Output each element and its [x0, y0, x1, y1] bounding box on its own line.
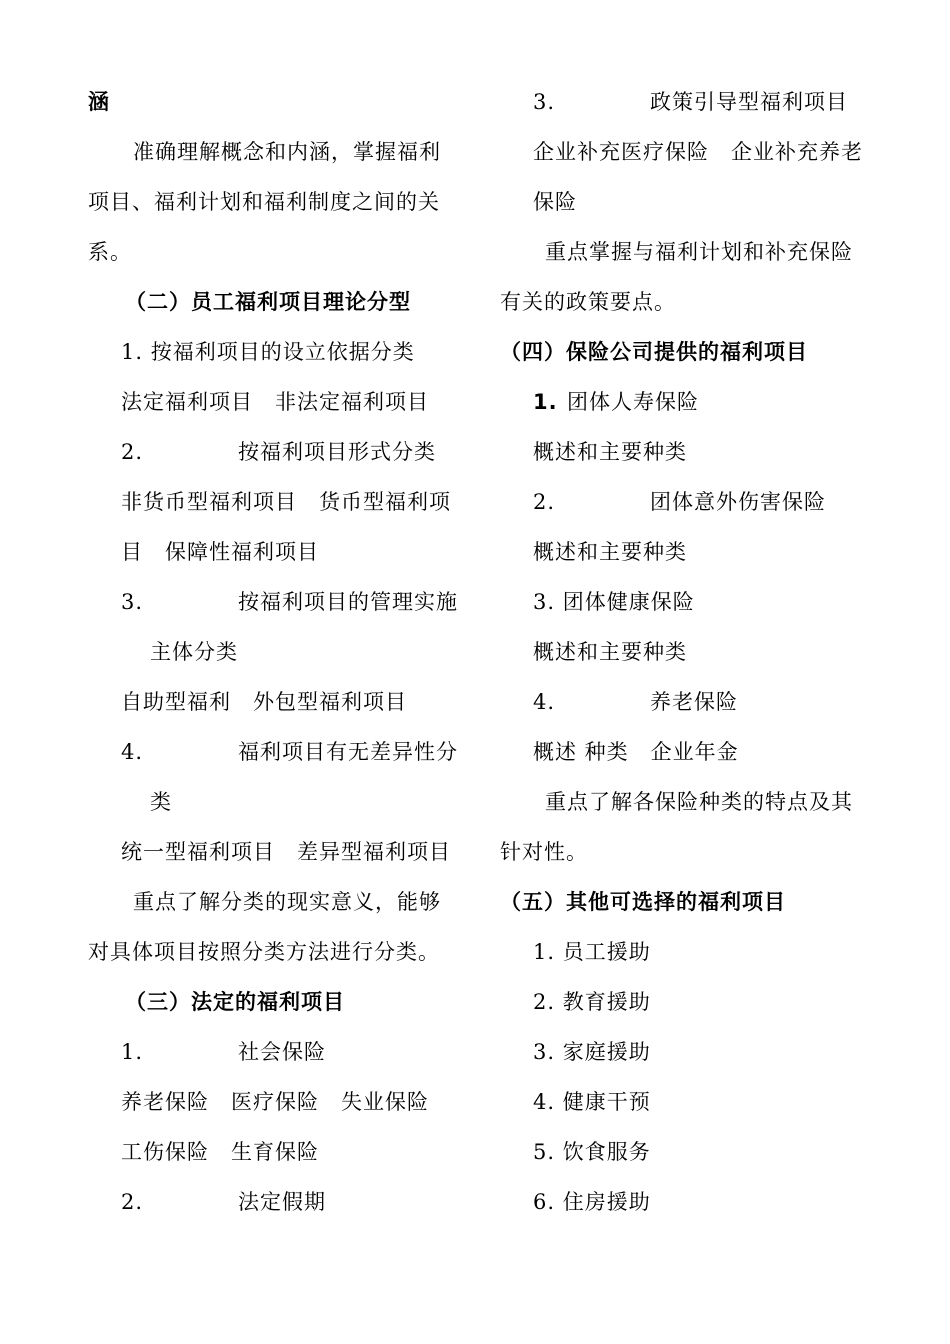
list-item: 政策引导型福利项目 — [650, 90, 848, 114]
section-heading-3: （三）法定的福利项目 — [125, 990, 345, 1014]
list-number: 4. — [533, 690, 556, 714]
list-item-detail: 养老保险 医疗保险 失业保险 — [121, 1090, 429, 1114]
list-number: 1. — [121, 1040, 144, 1064]
list-item-detail: 非货币型福利项目 货币型福利项 — [121, 490, 451, 514]
list-item-detail: 概述和主要种类 — [533, 540, 687, 564]
paragraph-line: 对具体项目按照分类方法进行分类。 — [88, 940, 440, 964]
list-item: 6. 住房援助 — [533, 1190, 651, 1214]
list-item: 按福利项目的管理实施 — [238, 590, 458, 614]
list-item: 社会保险 — [238, 1040, 326, 1064]
list-item: 福利项目有无差异性分 — [238, 740, 458, 764]
list-number: 2. — [121, 1190, 144, 1214]
section-heading-2: （二）员工福利项目理论分型 — [125, 290, 411, 314]
paragraph-line: 有关的政策要点。 — [500, 290, 676, 314]
list-item: 团体人寿保险 — [567, 390, 699, 414]
paragraph-line: 重点掌握与福利计划和补充保险 — [545, 240, 853, 264]
list-number: 3. — [121, 590, 144, 614]
list-item: 按福利项目形式分类 — [238, 440, 436, 464]
list-item: 2. 教育援助 — [533, 990, 651, 1014]
section-heading-5: （五）其他可选择的福利项目 — [500, 890, 786, 914]
list-number: 2. — [121, 440, 144, 464]
paragraph-line: 重点了解各保险种类的特点及其 — [545, 790, 853, 814]
list-item-detail: 目 保障性福利项目 — [121, 540, 319, 564]
list-item-cont: 主体分类 — [150, 640, 238, 664]
list-item-detail: 工伤保险 生育保险 — [121, 1140, 319, 1164]
list-number: 2. — [533, 490, 556, 514]
list-item-detail: 保险 — [533, 190, 577, 214]
list-number: 4. — [121, 740, 144, 764]
list-item-detail: 自助型福利 外包型福利项目 — [121, 690, 407, 714]
list-item-detail: 企业补充医疗保险 企业补充养老 — [533, 140, 863, 164]
section-heading-4: （四）保险公司提供的福利项目 — [500, 340, 808, 364]
paragraph-line: 准确理解概念和内涵，掌握福利 — [133, 140, 441, 164]
list-item: 5. 饮食服务 — [533, 1140, 651, 1164]
list-number: 3. — [533, 90, 556, 114]
list-item-detail: 概述和主要种类 — [533, 440, 687, 464]
list-number: 1. — [533, 390, 558, 414]
paragraph-line: 重点了解分类的现实意义，能够 — [133, 890, 441, 914]
list-item-detail: 统一型福利项目 差异型福利项目 — [121, 840, 451, 864]
list-item: 1. 员工援助 — [533, 940, 651, 964]
list-item-cont: 类 — [150, 790, 172, 814]
list-item-detail: 概述和主要种类 — [533, 640, 687, 664]
paragraph-line: 系。 — [88, 240, 132, 264]
list-item: 养老保险 — [650, 690, 738, 714]
list-item: 法定假期 — [238, 1190, 326, 1214]
paragraph-line: 项目、福利计划和福利制度之间的关 — [88, 190, 440, 214]
paragraph-line: 针对性。 — [500, 840, 588, 864]
list-item: 1. 按福利项目的设立依据分类 — [121, 340, 415, 364]
heading-fragment: 涵 — [88, 90, 110, 114]
list-item: 3. 家庭援助 — [533, 1040, 651, 1064]
list-item-detail: 概述 种类 企业年金 — [533, 740, 739, 764]
list-item-detail: 法定福利项目 非法定福利项目 — [121, 390, 429, 414]
list-item: 团体意外伤害保险 — [650, 490, 826, 514]
list-item: 4. 健康干预 — [533, 1090, 651, 1114]
list-item: 3. 团体健康保险 — [533, 590, 695, 614]
